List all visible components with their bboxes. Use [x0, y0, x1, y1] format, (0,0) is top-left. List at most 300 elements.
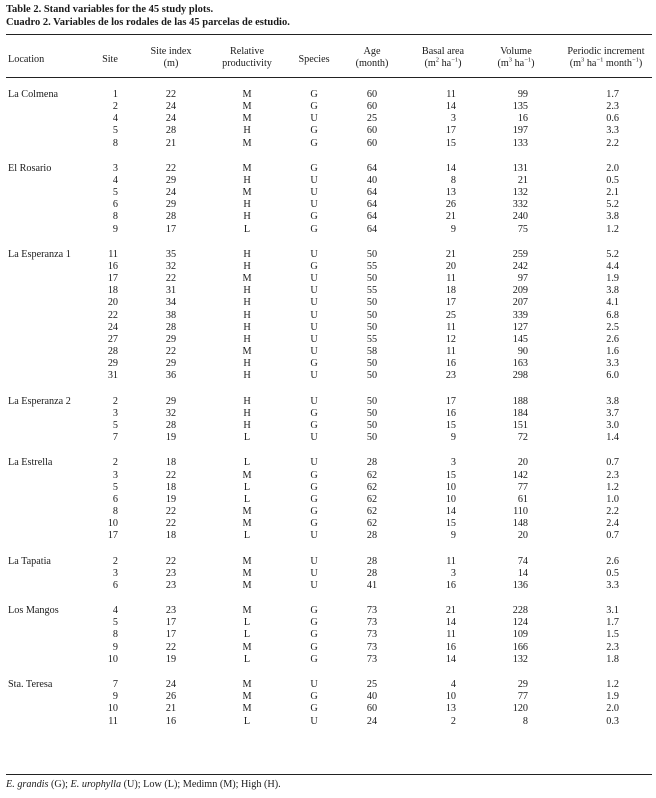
cell-rp: L: [243, 653, 251, 665]
cell-vol: 72: [517, 432, 528, 444]
cell-pi: 0.3: [606, 715, 619, 727]
cell-pi: 1.2: [606, 481, 619, 493]
table-row: [0, 617, 656, 629]
cell-ba: 21: [445, 605, 456, 617]
cell-age: 25: [366, 679, 378, 691]
cell-ba: 16: [445, 579, 456, 591]
cell-si: 17: [165, 223, 177, 235]
cell-site: 10: [107, 703, 118, 715]
cell-si: 24: [165, 113, 177, 125]
cell-sp: G: [310, 505, 318, 517]
cell-site: 2: [112, 555, 118, 567]
cell-si: 29: [165, 199, 177, 211]
cell-rp: M: [242, 101, 252, 113]
cell-vol: 14: [517, 567, 528, 579]
header-rule: [6, 77, 652, 78]
table-row: [0, 605, 656, 617]
cell-si: 28: [165, 125, 177, 137]
cell-vol: 145: [512, 333, 528, 345]
cell-si: 21: [165, 137, 177, 149]
cell-vol: 151: [512, 419, 528, 431]
cell-rp: L: [243, 432, 251, 444]
cell-si: 18: [165, 530, 177, 542]
cell-rp: H: [243, 211, 251, 223]
cell-sp: G: [310, 617, 318, 629]
cell-vol: 142: [512, 469, 528, 481]
header-relative-productivity: Relative productivity: [222, 46, 272, 69]
cell-si: 29: [165, 333, 177, 345]
cell-sp: U: [310, 715, 318, 727]
cell-site: 11: [108, 715, 118, 727]
cell-site: 20: [107, 297, 118, 309]
cell-si: 29: [165, 175, 177, 187]
cell-rp: L: [243, 493, 251, 505]
cell-pi: 0.6: [606, 113, 619, 125]
footnote-grandis-code: (G);: [48, 779, 71, 790]
cell-pi: 3.1: [606, 605, 619, 617]
cell-ba: 10: [445, 481, 456, 493]
cell-pi: 2.0: [606, 703, 619, 715]
cell-site: 31: [107, 370, 118, 382]
table-row: [0, 420, 656, 432]
cell-rp: H: [243, 199, 251, 211]
cell-age: 62: [366, 469, 378, 481]
location-group: [0, 556, 656, 592]
cell-site: 2: [112, 101, 118, 113]
cell-pi: 3.3: [606, 125, 619, 137]
cell-vol: 188: [512, 395, 528, 407]
table-row: [0, 334, 656, 346]
cell-pi: 3.8: [606, 395, 619, 407]
cell-pi: 1.0: [606, 493, 619, 505]
cell-site: 1: [112, 89, 118, 100]
cell-si: 22: [165, 469, 177, 481]
cell-rp: M: [242, 518, 252, 530]
cell-site: 11: [108, 248, 118, 260]
cell-site: 6: [112, 493, 118, 505]
cell-pi: 5.2: [606, 199, 619, 211]
cell-rp: M: [242, 703, 252, 715]
footnote-grandis: E. grandis: [6, 779, 49, 790]
cell-age: 50: [366, 432, 378, 444]
cell-age: 28: [366, 457, 378, 469]
cell-age: 24: [366, 715, 378, 727]
cell-sp: G: [310, 89, 318, 100]
cell-si: 23: [165, 579, 177, 591]
location-label: La Esperanza 1: [8, 248, 71, 260]
cell-ba: 8: [450, 175, 456, 187]
cell-sp: G: [310, 653, 318, 665]
table-body: [0, 89, 656, 728]
cell-vol: 16: [517, 113, 528, 125]
cell-pi: 2.6: [606, 333, 619, 345]
cell-site: 5: [112, 617, 118, 629]
table-row: [0, 482, 656, 494]
cell-age: 25: [366, 113, 378, 125]
cell-ba: 17: [445, 297, 456, 309]
cell-pi: 1.4: [606, 432, 619, 444]
cell-pi: 3.0: [606, 419, 619, 431]
cell-rp: M: [242, 162, 252, 174]
cell-age: 62: [366, 481, 378, 493]
cell-ba: 15: [445, 419, 456, 431]
cell-vol: 339: [512, 309, 528, 321]
cell-pi: 1.5: [606, 629, 619, 641]
cell-rp: M: [242, 641, 252, 653]
location-label: La Colmena: [8, 89, 59, 100]
cell-vol: 166: [512, 641, 528, 653]
table-row: [0, 432, 656, 444]
cell-vol: 110: [513, 505, 528, 517]
location-label: La Tapatia: [8, 555, 51, 567]
cell-age: 73: [366, 653, 378, 665]
table-row: [0, 370, 656, 382]
cell-rp: M: [242, 113, 252, 125]
cell-si: 18: [165, 481, 177, 493]
cell-pi: 3.8: [606, 211, 619, 223]
table-row: [0, 494, 656, 506]
cell-si: 21: [165, 703, 177, 715]
footnote-rest: (U); Low (L); Medimn (M); High (H).: [121, 779, 281, 790]
cell-age: 62: [366, 518, 378, 530]
cell-rp: M: [242, 567, 252, 579]
cell-site: 10: [107, 653, 118, 665]
header-periodic-increment: Periodic increment ($m^3$ $ha^{-1}$ month$^{-1}$): [557, 46, 655, 70]
cell-sp: U: [310, 113, 318, 125]
cell-sp: G: [310, 469, 318, 481]
cell-pi: 0.5: [606, 567, 619, 579]
cell-site: 24: [107, 321, 118, 333]
cell-age: 50: [366, 358, 378, 370]
cell-sp: G: [310, 137, 318, 149]
cell-pi: 2.1: [606, 187, 619, 199]
cell-ba: 4: [450, 679, 456, 691]
cell-rp: H: [243, 285, 251, 297]
cell-ba: 11: [446, 89, 456, 100]
cell-age: 60: [366, 101, 378, 113]
cell-si: 16: [165, 715, 177, 727]
cell-vol: 298: [512, 370, 528, 382]
header-basal-area: Basal area ($m^2$ $ha^{-1}$): [410, 46, 476, 70]
cell-site: 5: [112, 187, 118, 199]
cell-vol: 77: [517, 481, 528, 493]
cell-age: 62: [366, 493, 378, 505]
table-row: [0, 506, 656, 518]
cell-si: 28: [165, 211, 177, 223]
cell-si: 29: [165, 395, 177, 407]
cell-pi: 1.8: [606, 653, 619, 665]
cell-rp: H: [243, 395, 251, 407]
cell-vol: 21: [517, 175, 528, 187]
table-row: [0, 580, 656, 592]
cell-pi: 6.0: [606, 370, 619, 382]
cell-sp: U: [310, 248, 318, 260]
location-group: [0, 396, 656, 445]
table-row: [0, 470, 656, 482]
volume-unit: ($m^3$ $ha^{-1}$): [497, 56, 535, 69]
cell-vol: 120: [512, 703, 528, 715]
cell-rp: M: [242, 89, 252, 100]
location-group: [0, 605, 656, 666]
table-row: [0, 113, 656, 125]
cell-sp: U: [310, 333, 318, 345]
cell-site: 5: [112, 125, 118, 137]
cell-rp: M: [242, 273, 252, 285]
cell-si: 22: [165, 555, 177, 567]
cell-pi: 3.3: [606, 358, 619, 370]
cell-site: 5: [112, 481, 118, 493]
table-row: [0, 408, 656, 420]
cell-age: 64: [366, 223, 378, 235]
cell-site: 5: [112, 419, 118, 431]
table-row: [0, 175, 656, 187]
cell-age: 55: [366, 261, 378, 273]
bottom-rule: [6, 774, 652, 775]
cell-sp: U: [310, 457, 318, 469]
table-row: [0, 556, 656, 568]
cell-age: 55: [366, 333, 378, 345]
cell-vol: 242: [512, 261, 528, 273]
cell-age: 60: [366, 703, 378, 715]
table-row: [0, 224, 656, 236]
table-row: [0, 654, 656, 666]
cell-age: 60: [366, 89, 378, 100]
cell-rp: H: [243, 358, 251, 370]
cell-sp: G: [310, 101, 318, 113]
cell-sp: U: [310, 567, 318, 579]
caption-spanish: Cuadro 2. Variables de los rodales de las 45 parcelas de estudio.: [6, 17, 290, 28]
header-volume: Volume ($m^3$ $ha^{-1}$): [484, 46, 548, 70]
cell-sp: U: [310, 309, 318, 321]
cell-site: 7: [112, 432, 118, 444]
cell-vol: 148: [512, 518, 528, 530]
location-label: El Rosario: [8, 162, 52, 174]
cell-sp: G: [310, 703, 318, 715]
cell-pi: 1.6: [606, 346, 619, 358]
cell-ba: 11: [446, 629, 456, 641]
caption-english: Table 2. Stand variables for the 45 study plots.: [6, 4, 214, 15]
cell-rp: M: [242, 187, 252, 199]
cell-ba: 25: [445, 309, 456, 321]
cell-si: 29: [165, 358, 177, 370]
table-row: [0, 101, 656, 113]
cell-pi: 1.2: [606, 679, 619, 691]
cell-vol: 97: [517, 273, 528, 285]
cell-vol: 99: [517, 89, 528, 100]
header-species: Species: [298, 54, 330, 65]
cell-rp: M: [242, 346, 252, 358]
cell-ba: 13: [445, 703, 456, 715]
cell-age: 50: [366, 248, 378, 260]
cell-rp: H: [243, 261, 251, 273]
cell-sp: U: [310, 395, 318, 407]
cell-site: 28: [107, 346, 118, 358]
cell-si: 24: [165, 101, 177, 113]
cell-ba: 9: [450, 530, 456, 542]
cell-site: 8: [112, 629, 118, 641]
cell-pi: 1.7: [606, 617, 619, 629]
table-caption: [6, 3, 290, 29]
cell-si: 17: [165, 629, 177, 641]
cell-sp: U: [310, 175, 318, 187]
table-row: [0, 629, 656, 641]
cell-pi: 1.7: [606, 89, 619, 100]
cell-ba: 11: [446, 273, 456, 285]
table-footnote: [6, 779, 281, 791]
cell-si: 18: [165, 457, 177, 469]
cell-pi: 3.3: [606, 579, 619, 591]
cell-vol: 207: [512, 297, 528, 309]
table-row: [0, 211, 656, 223]
cell-si: 17: [165, 617, 177, 629]
cell-si: 28: [165, 419, 177, 431]
cell-sp: U: [310, 370, 318, 382]
cell-si: 19: [165, 493, 177, 505]
cell-rp: M: [242, 505, 252, 517]
cell-sp: U: [310, 679, 318, 691]
cell-sp: G: [310, 223, 318, 235]
cell-site: 2: [112, 457, 118, 469]
cell-si: 22: [165, 89, 177, 100]
cell-vol: 77: [517, 691, 528, 703]
cell-sp: U: [310, 555, 318, 567]
table-row: [0, 187, 656, 199]
cell-ba: 12: [445, 333, 456, 345]
cell-site: 16: [107, 261, 118, 273]
cell-age: 40: [366, 691, 378, 703]
cell-age: 28: [366, 530, 378, 542]
location-group: [0, 163, 656, 236]
table-row: [0, 125, 656, 137]
cell-si: 36: [165, 370, 177, 382]
cell-ba: 14: [445, 617, 456, 629]
cell-si: 22: [165, 641, 177, 653]
cell-pi: 3.7: [606, 407, 619, 419]
cell-age: 50: [366, 419, 378, 431]
cell-age: 62: [366, 505, 378, 517]
periodic-increment-unit: ($m^3$ $ha^{-1}$ month$^{-1}$): [569, 56, 643, 69]
cell-ba: 3: [450, 113, 456, 125]
cell-ba: 23: [445, 370, 456, 382]
cell-si: 34: [165, 297, 177, 309]
cell-rp: H: [243, 297, 251, 309]
cell-vol: 332: [512, 199, 528, 211]
table-row: [0, 249, 656, 261]
cell-rp: L: [243, 457, 251, 469]
cell-ba: 16: [445, 641, 456, 653]
cell-ba: 21: [445, 248, 456, 260]
cell-ba: 14: [445, 653, 456, 665]
cell-pi: 1.9: [606, 273, 619, 285]
cell-pi: 2.2: [606, 137, 619, 149]
cell-sp: U: [310, 297, 318, 309]
cell-sp: G: [310, 641, 318, 653]
cell-rp: L: [243, 223, 251, 235]
cell-age: 50: [366, 297, 378, 309]
cell-age: 50: [366, 309, 378, 321]
cell-si: 28: [165, 321, 177, 333]
cell-site: 2: [112, 395, 118, 407]
cell-sp: G: [310, 691, 318, 703]
cell-vol: 90: [517, 346, 528, 358]
cell-site: 8: [112, 211, 118, 223]
cell-sp: G: [310, 493, 318, 505]
cell-age: 60: [366, 125, 378, 137]
cell-vol: 127: [512, 321, 528, 333]
cell-vol: 109: [512, 629, 528, 641]
table-row: [0, 163, 656, 175]
cell-age: 58: [366, 346, 378, 358]
cell-age: 73: [366, 641, 378, 653]
cell-pi: 4.1: [606, 297, 619, 309]
cell-site: 10: [107, 518, 118, 530]
cell-sp: G: [310, 518, 318, 530]
table-row: [0, 457, 656, 469]
cell-rp: M: [242, 137, 252, 149]
cell-si: 35: [165, 248, 177, 260]
cell-sp: U: [310, 530, 318, 542]
cell-ba: 17: [445, 125, 456, 137]
cell-rp: M: [242, 555, 252, 567]
cell-rp: H: [243, 248, 251, 260]
cell-si: 22: [165, 346, 177, 358]
cell-age: 73: [366, 617, 378, 629]
cell-vol: 136: [512, 579, 528, 591]
cell-pi: 6.8: [606, 309, 619, 321]
cell-vol: 61: [517, 493, 528, 505]
cell-si: 19: [165, 653, 177, 665]
cell-pi: 2.4: [606, 518, 619, 530]
table-row: [0, 273, 656, 285]
location-label: La Esperanza 2: [8, 395, 71, 407]
cell-age: 64: [366, 187, 378, 199]
cell-si: 22: [165, 162, 177, 174]
cell-rp: H: [243, 419, 251, 431]
cell-ba: 16: [445, 358, 456, 370]
cell-ba: 10: [445, 691, 456, 703]
cell-vol: 124: [512, 617, 528, 629]
cell-pi: 2.2: [606, 505, 619, 517]
cell-age: 50: [366, 273, 378, 285]
basal-area-unit: ($m^2$ $ha^{-1}$): [424, 56, 462, 69]
cell-pi: 3.8: [606, 285, 619, 297]
cell-pi: 4.4: [606, 261, 619, 273]
cell-si: 26: [165, 691, 177, 703]
cell-age: 73: [366, 605, 378, 617]
cell-site: 9: [112, 641, 118, 653]
table-row: [0, 530, 656, 542]
cell-age: 50: [366, 321, 378, 333]
cell-vol: 132: [512, 653, 528, 665]
cell-ba: 3: [450, 457, 456, 469]
cell-ba: 26: [445, 199, 456, 211]
cell-vol: 132: [512, 187, 528, 199]
table-row: [0, 89, 656, 101]
table-row: [0, 138, 656, 150]
cell-sp: G: [310, 261, 318, 273]
cell-vol: 20: [517, 530, 528, 542]
cell-site: 4: [112, 113, 118, 125]
cell-age: 50: [366, 370, 378, 382]
cell-site: 9: [112, 691, 118, 703]
cell-rp: H: [243, 370, 251, 382]
cell-sp: G: [310, 125, 318, 137]
cell-site: 4: [112, 175, 118, 187]
cell-si: 22: [165, 505, 177, 517]
cell-pi: 2.3: [606, 101, 619, 113]
cell-age: 50: [366, 395, 378, 407]
cell-site: 7: [112, 679, 118, 691]
